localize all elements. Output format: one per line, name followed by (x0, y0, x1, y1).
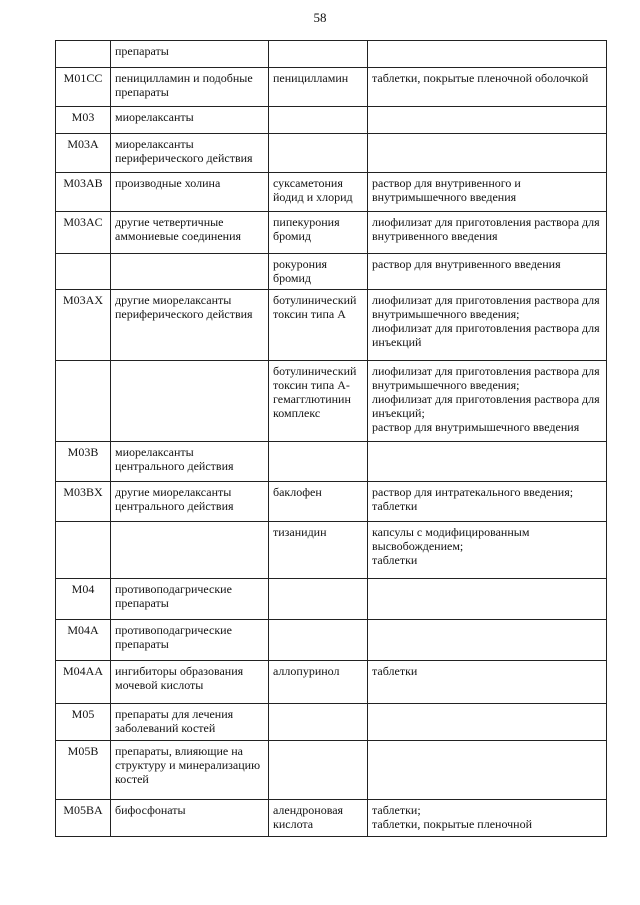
dosage-form-cell (368, 134, 607, 173)
atc-code-cell: M03B (56, 442, 111, 482)
table-row (56, 68, 607, 107)
group-name-cell: пеницилламин и подобные препараты (111, 68, 269, 107)
dosage-form-cell: лиофилизат для приготовления раствора для внутримышечного введения; лиофилизат для приготовления раствора для инъекций (368, 290, 607, 361)
drug-name-cell (269, 134, 368, 173)
table-row (56, 620, 607, 661)
drug-name-cell (269, 579, 368, 620)
table-row (56, 290, 607, 361)
group-name-cell (111, 522, 269, 579)
atc-code-cell: M03AC (56, 212, 111, 254)
table-row (56, 107, 607, 134)
table-row (56, 134, 607, 173)
drug-name-cell (269, 704, 368, 741)
table-row (56, 212, 607, 254)
group-name-cell: другие миорелаксанты центрального действия (111, 482, 269, 522)
group-name-cell: бифосфонаты (111, 800, 269, 837)
table-row (56, 482, 607, 522)
group-name-cell: другие четвертичные аммониевые соединения (111, 212, 269, 254)
dosage-form-cell (368, 704, 607, 741)
atc-code-cell: M01CC (56, 68, 111, 107)
group-name-cell: другие миорелаксанты периферического действия (111, 290, 269, 361)
drug-name-cell: баклофен (269, 482, 368, 522)
table-row (56, 579, 607, 620)
atc-code-cell (56, 522, 111, 579)
table-row (56, 661, 607, 704)
group-name-cell: миорелаксанты периферического действия (111, 134, 269, 173)
atc-code-cell: M03BX (56, 482, 111, 522)
table-row (56, 173, 607, 212)
table-row (56, 741, 607, 800)
dosage-form-cell: таблетки (368, 661, 607, 704)
dosage-form-cell: таблетки; таблетки, покрытые пленочной (368, 800, 607, 837)
dosage-form-cell: раствор для внутривенного введения (368, 254, 607, 290)
dosage-form-cell: лиофилизат для приготовления раствора для внутривенного введения (368, 212, 607, 254)
group-name-cell: производные холина (111, 173, 269, 212)
group-name-cell (111, 361, 269, 442)
atc-code-cell: M05 (56, 704, 111, 741)
dosage-form-cell: раствор для внутривенного и внутримышечного введения (368, 173, 607, 212)
drug-name-cell (269, 442, 368, 482)
group-name-cell: миорелаксанты центрального действия (111, 442, 269, 482)
table-row (56, 442, 607, 482)
atc-code-cell: M03AX (56, 290, 111, 361)
table-row (56, 41, 607, 68)
table-row (56, 361, 607, 442)
drug-name-cell: ботулинический токсин типа А-гемагглютинин комплекс (269, 361, 368, 442)
dosage-form-cell: лиофилизат для приготовления раствора для внутримышечного введения; лиофилизат для приготовления раствора для инъекций; раствор для внутримышечного введения (368, 361, 607, 442)
table-row (56, 800, 607, 837)
drug-name-cell: пипекурония бромид (269, 212, 368, 254)
group-name-cell: миорелаксанты (111, 107, 269, 134)
table-row (56, 704, 607, 741)
group-name-cell: препараты, влияющие на структуру и минерализацию костей (111, 741, 269, 800)
dosage-form-cell: раствор для интратекального введения; таблетки (368, 482, 607, 522)
dosage-form-cell (368, 442, 607, 482)
drug-name-cell: тизанидин (269, 522, 368, 579)
table-body (56, 41, 607, 837)
group-name-cell: препараты для лечения заболеваний костей (111, 704, 269, 741)
drug-name-cell: суксаметония йодид и хлорид (269, 173, 368, 212)
drug-name-cell: пеницилламин (269, 68, 368, 107)
group-name-cell (111, 254, 269, 290)
dosage-form-cell: таблетки, покрытые пленочной оболочкой (368, 68, 607, 107)
page-number: 58 (313, 10, 327, 25)
drug-name-cell (269, 620, 368, 661)
table-row (56, 254, 607, 290)
atc-code-cell (56, 254, 111, 290)
atc-code-cell (56, 41, 111, 68)
atc-code-cell: M03A (56, 134, 111, 173)
dosage-form-cell (368, 741, 607, 800)
dosage-form-cell (368, 620, 607, 661)
drug-name-cell: рокурония бромид (269, 254, 368, 290)
atc-code-cell: M03AB (56, 173, 111, 212)
drug-name-cell: ботулинический токсин типа А (269, 290, 368, 361)
group-name-cell: ингибиторы образования мочевой кислоты (111, 661, 269, 704)
atc-code-cell: M05BA (56, 800, 111, 837)
dosage-form-cell (368, 41, 607, 68)
drug-name-cell (269, 107, 368, 134)
group-name-cell: противоподагрические препараты (111, 579, 269, 620)
dosage-form-cell (368, 107, 607, 134)
group-name-cell: препараты (111, 41, 269, 68)
group-name-cell: противоподагрические препараты (111, 620, 269, 661)
atc-code-cell: M03 (56, 107, 111, 134)
table-row (56, 522, 607, 579)
drug-name-cell (269, 741, 368, 800)
atc-code-cell: M04A (56, 620, 111, 661)
drug-name-cell (269, 41, 368, 68)
atc-code-cell: M04AA (56, 661, 111, 704)
drug-name-cell: аллопуринол (269, 661, 368, 704)
drug-name-cell: алендроновая кислота (269, 800, 368, 837)
dosage-form-cell (368, 579, 607, 620)
atc-code-cell (56, 361, 111, 442)
drug-table (55, 40, 607, 837)
atc-code-cell: M04 (56, 579, 111, 620)
atc-code-cell: M05B (56, 741, 111, 800)
dosage-form-cell: капсулы с модифицированным высвобождением; таблетки (368, 522, 607, 579)
